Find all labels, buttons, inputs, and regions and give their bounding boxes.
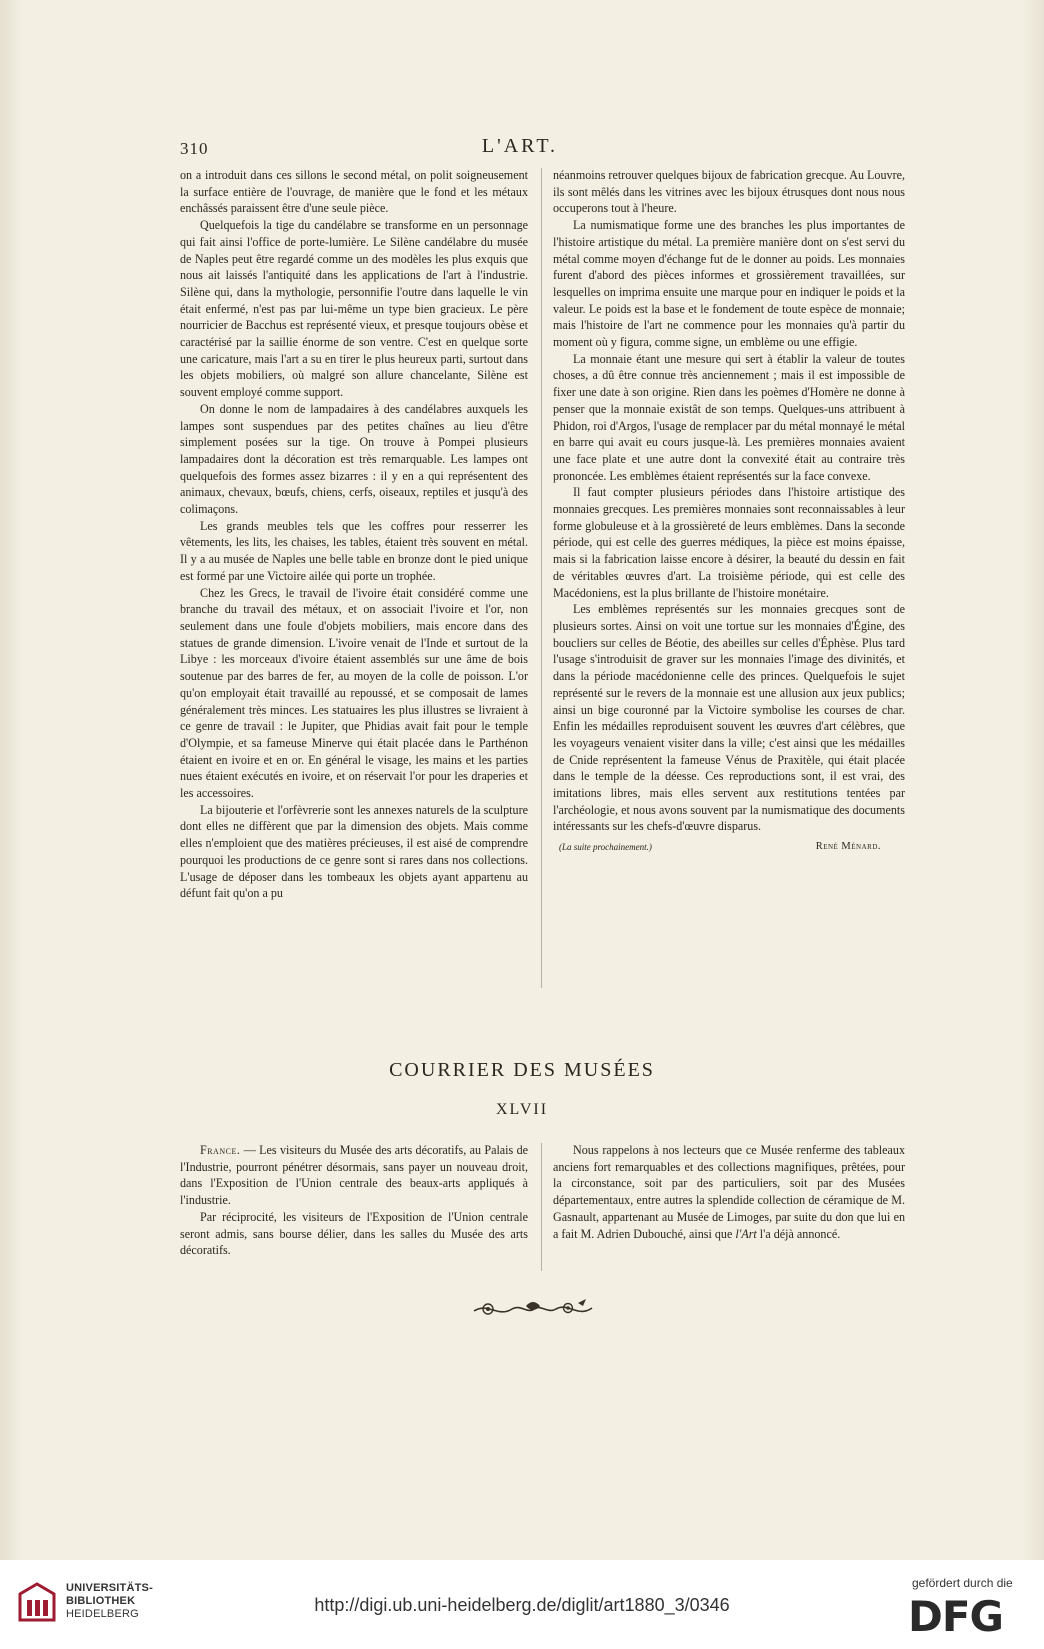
paragraph: Il faut compter plusieurs périodes dans l'histoire artistique des monnaies grecques. Les premières monnaies sont reconnaissables à leur forme globuleuse et à la grossièreté de leurs emblèmes. Dans la seconde période, qui est celle des guerres médiques, la pièce est moins épaisse, mais si la fabrication laisse encore à désirer, la beauté du dessin en fait de véritables œuvres d'art. La troisième période, qui est celle des Macédoniens, est la plus brillante de l'histoire monétaire. bbox=[553, 485, 905, 600]
paragraph: Quelquefois la tige du candélabre se transforme en un personnage qui fait ainsi l'office de porte-lumière. Le Silène candélabre du musée de Naples peut être regardé comme un des modèles les plus exquis que nous ait laissés l'antiquité dans les applications de l'art à l'industrie. Silène qui, dans la mythologie, personnifie l'outre dans laquelle le vin était enfermé, n'est pas par lui-même un type bien gracieux. Le père nourricier de Bacchus est représenté vieux, et presque toujours obèse et caractérisé par la saillie énorme de son ventre. C'est en quelque sorte une caricature, mais l'art a su en tirer le plus heureux parti, surtout dans les objets mobiliers, où malgré son allure chancelante, Silène est souvent employé comme support. bbox=[180, 218, 528, 400]
courrier-right-column bbox=[553, 1142, 905, 1242]
page-number: 310 bbox=[180, 139, 209, 158]
paragraph: Les emblèmes représentés sur les monnaies grecques sont de plusieurs sortes. Ainsi on voit une tortue sur les monnaies d'Égine, des boucliers sur celles de Béotie, des abeilles sur celles d'Éphèse. Plus tard l'usage s'introduisit de graver sur les monnaies l'image des divinités, et dans la période macédonienne celle des princes. Quelquefois le sujet représenté sur le revers de la monnaie est une allusion aux jeux publics; ainsi un bige couronné par la Victoire symbolise les courses de char. Enfin les médailles reproduisent souvent les œuvres d'art célèbres, que les voyageurs venaient visiter dans la ville; c'est ainsi que les médailles de Cnide représentent la fameuse Vénus de Praxitèle, qui était placée dans le temple de la déesse. Ces reproductions sont, il est vrai, des imitations libres, mais elles servent aux restitutions tentées par l'archéologie, et nous avons souvent par la numismatique des documents intéressants sur les chefs-d'œuvre disparus. bbox=[553, 602, 905, 834]
library-name-line: BIBLIOTHEK bbox=[66, 1595, 136, 1607]
country-label: France. bbox=[200, 1143, 241, 1157]
page-edge-left bbox=[0, 0, 22, 1560]
left-column bbox=[180, 167, 528, 902]
paragraph-text: l'a déjà annoncé. bbox=[756, 1226, 841, 1241]
paragraph: on a introduit dans ces sillons le second métal, on polit soigneusement la surface entière de l'ouvrage, de manière que le fond et les métaux enchâssés paraissent être d'une seule pièce. bbox=[180, 168, 528, 216]
paragraph-text: — Les visiteurs du Musée des arts décoratifs, au Palais de l'Industrie, pourront pénétrer désormais, sans payer un nouveau droit, dans l'Exposition de l'Union centrale des beaux-arts appliqués à l'industrie. bbox=[180, 1143, 528, 1208]
column-rule-top bbox=[541, 168, 542, 988]
dfg-logo-text: DFG bbox=[908, 1593, 1004, 1637]
paragraph: La numismatique forme une des branches les plus importantes de l'histoire artistique du métal. La première manière dont on s'est servi du métal comme moyen d'échange fut de le donner au poids. Les monnaies furent d'abord des pièces informes et grossièrement travaillées, sur lesquelles on imprima ensuite une marque pour en indiquer le poids et la valeur. Le poids est la base et le fondement de toute espèce de monnaie; mais l'histoire de l'art ne commence pour les monnaies qu'à partir du moment où y figura, comme signe, un emblème ou une effigie. bbox=[553, 218, 905, 350]
permalink-url[interactable]: http://digi.ub.uni-heidelberg.de/diglit/art1880_3/0346 bbox=[314, 1595, 730, 1615]
article-attribution bbox=[553, 839, 905, 856]
library-name-line: HEIDELBERG bbox=[66, 1608, 139, 1620]
journal-title: L'ART. bbox=[481, 135, 559, 157]
section-title: COURRIER DES MUSÉES bbox=[389, 1059, 655, 1081]
digitization-footer bbox=[0, 1560, 1044, 1649]
paragraph-text: Nous rappelons à nos lecteurs que ce Musée renferme des tableaux anciens fort remarquables et des collections magnifiques, prêtées, pour la circonstance, soit par des particuliers, soit par des Musées départementaux, entre autres la splendide collection de céramique de M. Gasnault, appartenant au Musée de Limoges, par suite du don que lui en a fait M. Adrien Dubouché, ainsi que bbox=[553, 1143, 905, 1241]
dfg-logo-icon bbox=[908, 1593, 1026, 1637]
paragraph: On donne le nom de lampadaires à des candélabres auxquels les lampes sont suspendues par des petites chaînes au lieu d'être simplement posées sur la tige. On trouve à Pompei plusieurs lampadaires dont la décoration est très remarquable. Les lampes ont quelquefois des formes assez bizarres : il y en a qui représentent des animaux, chevaux, bœufs, chiens, cerfs, oiseaux, reptiles et jusqu'à des colimaçons. bbox=[180, 401, 528, 517]
page-edge-right bbox=[1022, 0, 1044, 1560]
paragraph bbox=[553, 1142, 905, 1242]
library-name-line: UNIVERSITÄTS- bbox=[66, 1582, 153, 1594]
paragraph: Les grands meubles tels que les coffres pour resserrer les vêtements, les lits, les chaises, les tables, étaient très souvent en métal. Il y a au musée de Naples une belle table en bronze dont le pied unique est formé par une Victoire ailée qui porte un trophée. bbox=[180, 518, 528, 583]
fleuron-ornament-icon bbox=[468, 1294, 598, 1324]
paragraph bbox=[180, 1142, 528, 1209]
paragraph: La monnaie étant une mesure qui sert à établir la valeur de toutes choses, a dû être connue très anciennement ; mais il est impossible de fixer une date à son origine. Rien dans les poèmes d'Homère ne donne à penser que la monnaie existât de son temps. Quelques-uns attribuent à Phidon, roi d'Argos, l'usage de remplacer par du métal monnayé le métal en barre qui avait eu cours jusque-là. Les premières monnaies avaient une face plate et une autre dont la convexité était au contraire très prononcée. Les emblèmes étaient représentés sur la face convexe. bbox=[553, 351, 905, 483]
journal-reference: l'Art bbox=[735, 1226, 757, 1241]
paragraph: néanmoins retrouver quelques bijoux de fabrication grecque. Au Louvre, ils sont mêlés dans les vitrines avec les bijoux étrusques dont nous nous occuperons tout à l'heure. bbox=[553, 168, 905, 216]
running-head bbox=[0, 135, 1044, 165]
continued-note: (La suite prochainement.) bbox=[559, 842, 652, 853]
courrier-left-column bbox=[180, 1142, 528, 1259]
column-rule-bottom bbox=[541, 1143, 542, 1271]
paragraph: Par réciprocité, les visiteurs de l'Exposition de l'Union centrale seront admis, sans bourse délier, dans les salles du Musée des arts décoratifs. bbox=[180, 1209, 528, 1258]
right-column bbox=[553, 167, 905, 856]
funded-by-label: gefördert durch die bbox=[912, 1576, 1013, 1590]
section-number: XLVII bbox=[495, 1101, 549, 1118]
paragraph: Chez les Grecs, le travail de l'ivoire était considéré comme une branche du travail des métaux, et on associait l'ivoire et l'or, non seulement dans une foule d'objets mobiliers, mais encore dans des statues de grande dimension. L'ivoire venait de l'Inde et surtout de la Libye : les morceaux d'ivoire étaient assemblés sur une âme de bois soutenue par des barres de fer, au moyen de la colle de poisson. L'or qu'on employait était travaillé au repoussé, et se composait de lames généralement très minces. Les statuaires les plus illustres se livraient à ce genre de travail : le Jupiter, que Phidias avait fait pour le temple d'Olympie, et sa fameuse Minerve qui était placée dans le Parthénon étaient en ivoire et en or. En général le visage, les mains et les parties nues étaient exécutés en ivoire, et on réservait l'or pour les draperies et les accessoires. bbox=[180, 585, 528, 801]
paragraph: La bijouterie et l'orfèvrerie sont les annexes naturels de la sculpture dont elles ne diffèrent que par la dimension des objets. Mais comme elles n'emploient que des matières précieuses, il est aisé de comprendre pourquoi les productions de ce genre sont si rares dans nos collections. L'usage de déposer dans les tombeaux les objets ayant appartenu au défunt fait qu'on a pu bbox=[180, 802, 528, 901]
author-signature: René Ménard. bbox=[815, 841, 881, 853]
